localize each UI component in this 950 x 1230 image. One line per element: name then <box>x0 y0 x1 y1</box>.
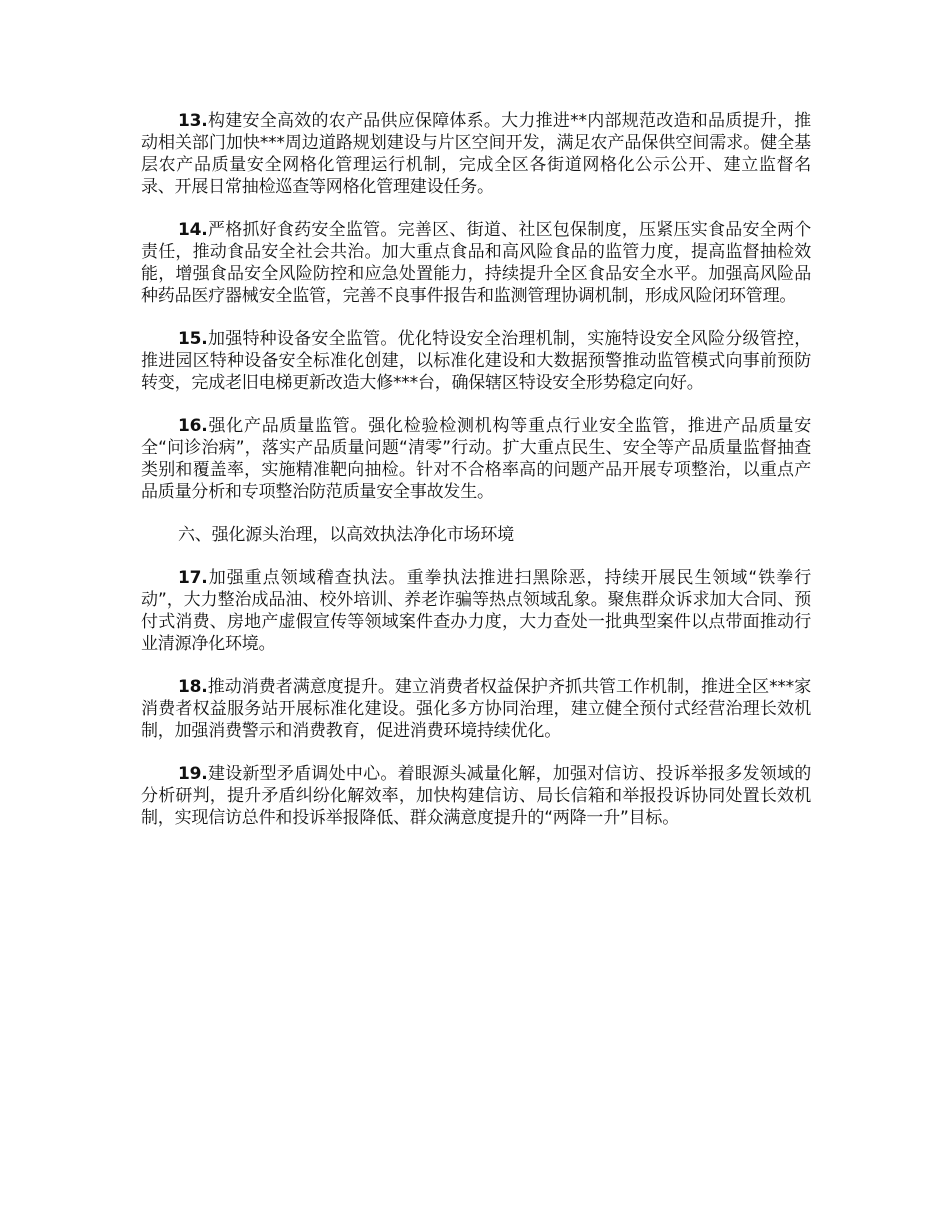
paragraph-14 <box>141 219 811 307</box>
paragraph-text: 构建安全高效的农产品供应保障体系。大力推进**内部规范改造和品质提升，推动相关部门加快***周边道路规划建设与片区空间开发，满足农产品保供空间需求。健全基层农产品质量安全网格化管理运行机制，完成全区各街道网格化公示公开、建立监督名录、开展日常抽检巡查等网格化管理建设任务。 <box>141 111 811 197</box>
paragraph-number: 15. <box>178 329 208 349</box>
paragraph-number: 16. <box>178 416 208 436</box>
paragraph-text: 强化产品质量监管。强化检验检测机构等重点行业安全监管，推进产品质量安全“问诊治病”，落实产品质量问题“清零”行动。扩大重点民生、安全等产品质量监督抽查类别和覆盖率，实施精准靶向抽检。针对不合格率高的问题产品开展专项整治，以重点产品质量分析和专项整治防范质量安全事故发生。 <box>141 416 811 502</box>
paragraph-text: 加强特种设备安全监管。优化特设安全治理机制，实施特设安全风险分级管控，推进园区特种设备安全标准化创建，以标准化建设和大数据预警推动监管模式向事前预防转变，完成老旧电梯更新改造大修***台，确保辖区特设安全形势稳定向好。 <box>141 329 811 393</box>
paragraph-text: 建设新型矛盾调处中心。着眼源头减量化解，加强对信访、投诉举报多发领域的分析研判，提升矛盾纠纷化解效率，加快构建信访、局长信箱和举报投诉协同处置长效机制，实现信访总件和投诉举报降低、群众满意度提升的“两降一升”目标。 <box>141 764 811 828</box>
paragraph-16 <box>141 415 811 503</box>
paragraph-15 <box>141 328 811 394</box>
paragraph-19 <box>141 763 811 829</box>
paragraph-number: 18. <box>178 677 208 697</box>
paragraph-18 <box>141 676 811 742</box>
paragraph-text: 严格抓好食药安全监管。完善区、街道、社区包保制度，压紧压实食品安全两个责任，推动食品安全社会共治。加大重点食品和高风险食品的监管力度，提高监督抽检效能，增强食品安全风险防控和应急处置能力，持续提升全区食品安全水平。加强高风险品种药品医疗器械安全监管，完善不良事件报告和监测管理协调机制，形成风险闭环管理。 <box>141 220 811 306</box>
paragraph-13 <box>141 110 811 198</box>
section-heading: 六、强化源头治理，以高效执法净化市场环境 <box>178 525 514 545</box>
paragraph-number: 17. <box>178 568 208 588</box>
paragraph-number: 14. <box>178 220 208 240</box>
paragraph-text: 加强重点领域稽查执法。重拳执法推进扫黑除恶，持续开展民生领域“铁拳行动”，大力整治成品油、校外培训、养老诈骗等热点领域乱象。聚焦群众诉求加大合同、预付式消费、房地产虚假宣传等领域案件查办力度，大力查处一批典型案件以点带面推动行业清源净化环境。 <box>141 568 811 654</box>
paragraph-number: 19. <box>178 764 208 784</box>
document-page <box>141 110 811 850</box>
paragraph-number: 13. <box>178 111 208 131</box>
paragraph-text: 推动消费者满意度提升。建立消费者权益保护齐抓共管工作机制，推进全区***家消费者权益服务站开展标准化建设。强化多方协同治理，建立健全预付式经营治理长效机制，加强消费警示和消费教育，促进消费环境持续优化。 <box>141 677 811 741</box>
paragraph-17 <box>141 567 811 655</box>
